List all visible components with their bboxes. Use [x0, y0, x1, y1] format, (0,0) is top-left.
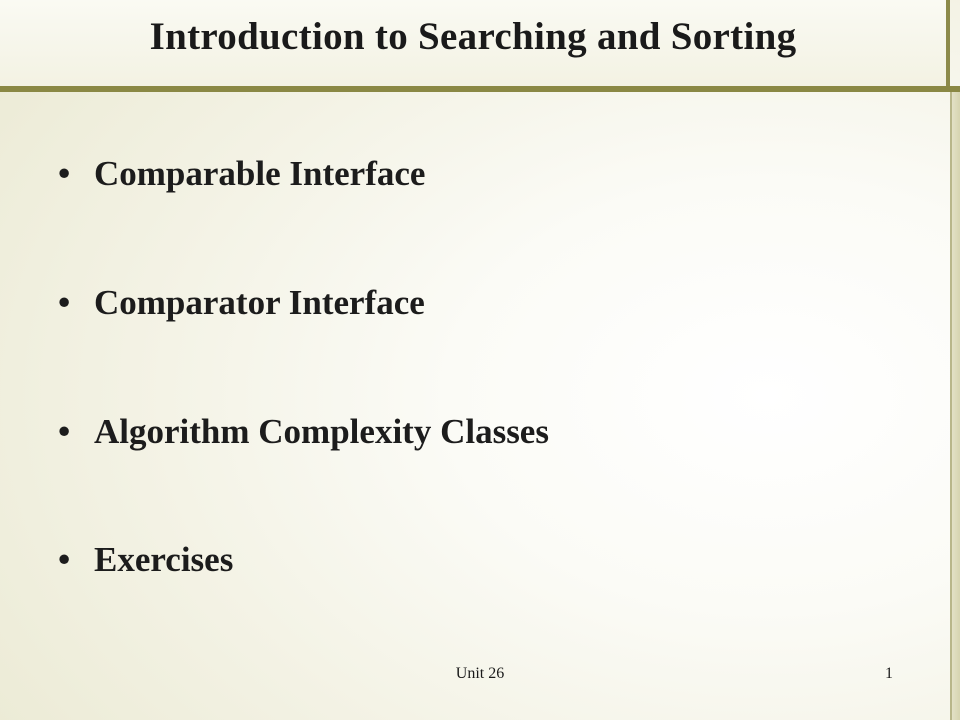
bullet-text: Comparator Interface	[94, 283, 425, 322]
bullet-text: Comparable Interface	[94, 154, 426, 193]
title-accent-bar	[0, 86, 960, 92]
bullet-item	[58, 412, 549, 452]
bullet-text: Exercises	[94, 540, 234, 579]
footer-unit-label: Unit 26	[455, 665, 505, 682]
bullet-marker: •	[58, 540, 71, 579]
right-edge-bar	[950, 92, 960, 720]
bullet-item	[58, 540, 233, 580]
bullet-item	[58, 283, 425, 323]
bullet-text: Algorithm Complexity Classes	[94, 412, 549, 451]
bullet-marker: •	[58, 283, 71, 322]
bullet-item	[58, 154, 425, 194]
bullet-marker: •	[58, 412, 71, 451]
footer-page-number: 1	[885, 665, 893, 682]
slide-title: Introduction to Searching and Sorting	[149, 15, 797, 58]
bullet-marker: •	[58, 154, 71, 193]
